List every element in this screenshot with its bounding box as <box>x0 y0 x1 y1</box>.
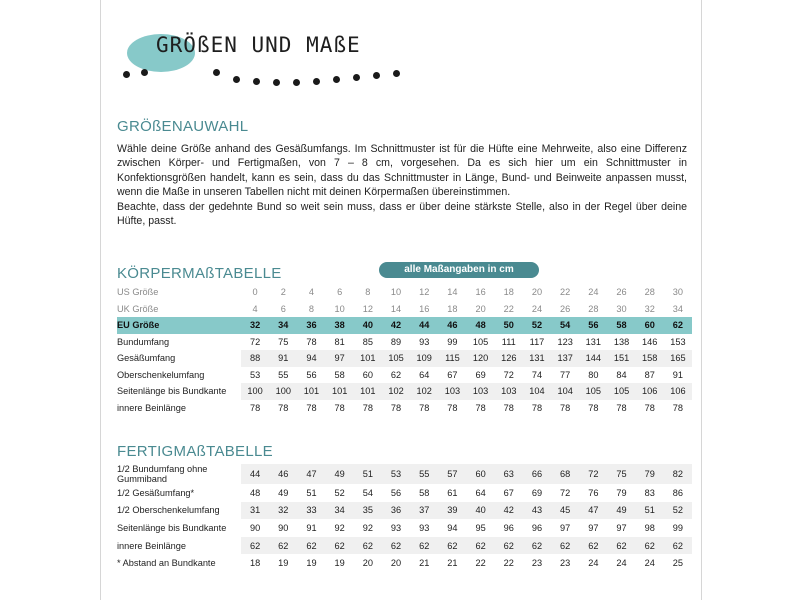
table-cell: 100 <box>269 383 297 400</box>
table-cell: 78 <box>278 402 289 413</box>
table-cell: 24 <box>531 303 543 314</box>
decor-dot <box>141 69 148 76</box>
row-label: Seitenlänge bis Bundkante <box>117 383 241 400</box>
table-cell: 103 <box>495 383 523 400</box>
table-cell: 72 <box>503 369 514 380</box>
decor-dot <box>213 69 220 76</box>
table-cell: 55 <box>410 464 438 484</box>
table-cell: 51 <box>354 464 382 484</box>
table-cell: 14 <box>447 287 458 298</box>
table-cell: 38 <box>326 317 354 334</box>
table-cell: 101 <box>326 383 354 400</box>
table-cell: 52 <box>334 487 345 498</box>
table-cell: 14 <box>390 303 402 314</box>
table-cell: 92 <box>362 522 373 533</box>
table-cell: 97 <box>560 522 571 533</box>
table-cell: 111 <box>501 336 516 347</box>
decor-dot <box>123 71 130 78</box>
table-cell: 137 <box>551 350 579 367</box>
table-cell: 131 <box>523 350 551 367</box>
table-cell: 18 <box>249 558 261 569</box>
table-cell: 22 <box>560 287 571 298</box>
table-cell: 97 <box>588 522 599 533</box>
table-cell: 105 <box>382 350 410 367</box>
row-label: Seitenlänge bis Bundkante <box>117 522 227 533</box>
table-cell: 62 <box>382 537 410 555</box>
decor-dot <box>313 78 320 85</box>
table-cell: 36 <box>382 502 410 520</box>
table-cell: 101 <box>354 350 382 367</box>
table-cell: 93 <box>390 522 402 533</box>
table-cell: 28 <box>644 287 655 298</box>
table-cell: 8 <box>308 303 315 314</box>
table-cell: 19 <box>278 558 289 569</box>
row-label: EU Größe <box>117 317 241 334</box>
table-cell: 78 <box>362 402 373 413</box>
table-cell: 131 <box>585 336 602 347</box>
row-label: Gesäßumfang <box>117 350 241 367</box>
table-cell: 69 <box>475 369 486 380</box>
row-label: innere Beinlänge <box>117 402 186 413</box>
table-cell: 92 <box>334 522 345 533</box>
table-cell: 30 <box>616 303 627 314</box>
table-cell: 83 <box>644 487 655 498</box>
table-cell: 62 <box>664 537 692 555</box>
table-cell: 6 <box>280 303 286 314</box>
table-cell: 89 <box>390 336 402 347</box>
table-cell: 31 <box>241 502 269 520</box>
table-cell: 42 <box>382 317 410 334</box>
table-cell: 62 <box>523 537 551 555</box>
table-cell: 54 <box>551 317 579 334</box>
table-cell: 78 <box>249 402 261 413</box>
table-cell: 105 <box>607 383 635 400</box>
table-cell: 23 <box>531 558 543 569</box>
table-cell: 54 <box>362 487 373 498</box>
table-cell: 68 <box>551 464 579 484</box>
table-cell: 10 <box>390 287 402 298</box>
table-cell: 33 <box>297 502 325 520</box>
table-row <box>117 484 692 502</box>
table-cell: 20 <box>475 303 486 314</box>
table-cell: 78 <box>503 402 514 413</box>
table-cell: 99 <box>672 522 684 533</box>
table-cell: 62 <box>551 537 579 555</box>
table-cell: 78 <box>588 402 599 413</box>
table-row <box>117 502 692 520</box>
table-cell: 18 <box>447 303 458 314</box>
table-cell: 21 <box>419 558 430 569</box>
table-cell: 66 <box>523 464 551 484</box>
table-cell: 39 <box>438 502 466 520</box>
paragraph-1: Wähle deine Größe anhand des Gesäßumfangs. Im Schnittmuster ist für die Hüfte eine Mehrweite, also eine Differenz zwischen Körper- und Fertigmaßen, von 7 – 8 cm, vorgesehen. Da es sich hier um ein Schnittmuster in Konfektionsgrößen handelt, kann es sein, dass du das Schnittmuster in Länge, Bund- und Beinweite anpassen musst, wenn die Maße in unseren Tabellen nicht mit deinen Körpermaßen übereinstimmen. <box>117 143 687 199</box>
table-cell: 4 <box>252 303 258 314</box>
table-cell: 90 <box>249 522 261 533</box>
table-cell: 56 <box>579 317 607 334</box>
table-cell: 23 <box>560 558 571 569</box>
table-cell: 85 <box>362 336 373 347</box>
table-cell: 97 <box>326 350 354 367</box>
table-cell: 32 <box>269 502 297 520</box>
row-label: Bundumfang <box>117 336 170 347</box>
table-cell: 62 <box>269 537 297 555</box>
table-cell: 93 <box>419 522 430 533</box>
table-cell: 69 <box>531 487 543 498</box>
table-row <box>117 317 692 334</box>
table-row <box>117 284 692 301</box>
table-cell: 144 <box>579 350 607 367</box>
table-cell: 117 <box>529 336 545 347</box>
decor-dot <box>333 76 340 83</box>
table-cell: 12 <box>362 303 373 314</box>
units-badge: alle Maßangaben in cm <box>379 262 539 278</box>
table-cell: 95 <box>475 522 486 533</box>
body-measurements-table <box>117 284 692 416</box>
table-cell: 96 <box>503 522 514 533</box>
table-cell: 146 <box>642 336 658 347</box>
table-cell: 62 <box>354 537 382 555</box>
table-cell: 19 <box>306 558 317 569</box>
table-cell: 45 <box>551 502 579 520</box>
table-cell: 87 <box>644 369 655 380</box>
table-cell: 57 <box>438 464 466 484</box>
table-cell: 40 <box>354 317 382 334</box>
table-cell: 102 <box>382 383 410 400</box>
table-cell: 50 <box>495 317 523 334</box>
table-cell: 53 <box>382 464 410 484</box>
table-cell: 24 <box>588 558 599 569</box>
table-cell: 64 <box>475 487 486 498</box>
table-cell: 46 <box>269 464 297 484</box>
table-cell: 62 <box>664 317 692 334</box>
table-cell: 72 <box>249 336 261 347</box>
table-cell: 78 <box>419 402 430 413</box>
table-cell: 93 <box>419 336 430 347</box>
table-cell: 30 <box>672 287 684 298</box>
table-cell: 60 <box>467 464 495 484</box>
table-cell: 78 <box>306 336 317 347</box>
table-cell: 34 <box>326 502 354 520</box>
table-cell: 115 <box>438 350 466 367</box>
table-cell: 32 <box>241 317 269 334</box>
table-cell: 21 <box>447 558 458 569</box>
table-cell: 42 <box>495 502 523 520</box>
decor-dot <box>233 76 240 83</box>
table-cell: 88 <box>241 350 269 367</box>
table-cell: 58 <box>607 317 635 334</box>
row-label: 1/2 Gesäßumfang* <box>117 487 195 498</box>
table-cell: 48 <box>249 487 261 498</box>
table-cell: 151 <box>607 350 635 367</box>
table-cell: 28 <box>588 303 599 314</box>
table-cell: 48 <box>467 317 495 334</box>
table-cell: 74 <box>531 369 543 380</box>
table-cell: 62 <box>438 537 466 555</box>
table-cell: 52 <box>523 317 551 334</box>
table-cell: 25 <box>672 558 684 569</box>
table-row <box>117 554 692 572</box>
section-heading-finished-table: FERTIGMAßTABELLE <box>117 443 273 460</box>
table-cell: 10 <box>334 303 345 314</box>
table-cell: 77 <box>560 369 571 380</box>
row-label: Oberschenkelumfang <box>117 369 205 380</box>
table-cell: 86 <box>672 487 684 498</box>
table-cell: 67 <box>503 487 514 498</box>
page-title: GRÖßEN UND MAßE <box>156 33 361 57</box>
table-cell: 79 <box>636 464 664 484</box>
row-label: UK Größe <box>117 303 159 314</box>
table-cell: 40 <box>467 502 495 520</box>
table-cell: 56 <box>306 369 317 380</box>
table-row <box>117 301 692 318</box>
table-cell: 91 <box>306 522 317 533</box>
table-cell: 34 <box>269 317 297 334</box>
table-cell: 82 <box>664 464 692 484</box>
table-cell: 67 <box>447 369 458 380</box>
table-cell: 72 <box>560 487 571 498</box>
table-cell: 79 <box>616 487 627 498</box>
table-cell: 80 <box>588 369 599 380</box>
table-cell: 51 <box>306 487 317 498</box>
table-cell: 55 <box>278 369 289 380</box>
table-cell: 78 <box>531 402 543 413</box>
table-cell: 120 <box>467 350 495 367</box>
table-cell: 64 <box>419 369 430 380</box>
table-cell: 81 <box>334 336 345 347</box>
table-cell: 20 <box>390 558 402 569</box>
table-cell: 62 <box>326 537 354 555</box>
row-label: 1/2 Oberschenkelumfang <box>117 502 241 520</box>
table-cell: 62 <box>636 537 664 555</box>
table-cell: 58 <box>334 369 345 380</box>
table-cell: 63 <box>495 464 523 484</box>
table-cell: 6 <box>337 287 343 298</box>
table-cell: 62 <box>241 537 269 555</box>
table-cell: 96 <box>531 522 543 533</box>
table-cell: 78 <box>390 402 402 413</box>
table-cell: 18 <box>503 287 514 298</box>
table-cell: 49 <box>607 502 635 520</box>
table-cell: 0 <box>252 287 258 298</box>
table-cell: 26 <box>616 287 627 298</box>
table-cell: 99 <box>447 336 458 347</box>
table-cell: 62 <box>495 537 523 555</box>
table-cell: 123 <box>557 336 573 347</box>
table-cell: 62 <box>297 537 325 555</box>
table-cell: 76 <box>588 487 599 498</box>
table-cell: 53 <box>249 369 261 380</box>
table-row <box>117 367 692 384</box>
table-cell: 126 <box>495 350 523 367</box>
table-cell: 61 <box>447 487 458 498</box>
section-heading-body-table: KÖRPERMAßTABELLE <box>117 265 282 282</box>
table-cell: 165 <box>664 350 692 367</box>
row-label: innere Beinlänge <box>117 537 241 555</box>
table-cell: 104 <box>551 383 579 400</box>
table-cell: 58 <box>419 487 430 498</box>
table-cell: 52 <box>664 502 692 520</box>
table-cell: 100 <box>241 383 269 400</box>
table-cell: 20 <box>531 287 543 298</box>
table-cell: 32 <box>644 303 655 314</box>
table-cell: 103 <box>467 383 495 400</box>
table-cell: 37 <box>410 502 438 520</box>
table-cell: 101 <box>354 383 382 400</box>
table-cell: 60 <box>362 369 373 380</box>
table-cell: 22 <box>503 303 514 314</box>
table-cell: 16 <box>475 287 486 298</box>
decor-dot <box>393 70 400 77</box>
paragraph-2: Beachte, dass der gedehnte Bund so weit sein muss, dass er über deine stärkste Stelle, also in der Regel über deine Hüfte, passt. <box>117 200 687 228</box>
table-cell: 49 <box>326 464 354 484</box>
section-heading-size-selection: GRÖßENAUWAHL <box>117 118 249 135</box>
table-cell: 47 <box>579 502 607 520</box>
table-cell: 4 <box>308 287 315 298</box>
table-cell: 78 <box>334 402 345 413</box>
decor-dot <box>273 79 280 86</box>
table-cell: 104 <box>523 383 551 400</box>
table-cell: 22 <box>475 558 486 569</box>
table-cell: 75 <box>607 464 635 484</box>
table-cell: 101 <box>297 383 325 400</box>
table-cell: 106 <box>636 383 664 400</box>
table-cell: 138 <box>613 336 630 347</box>
row-label: * Abstand an Bundkante <box>117 558 216 569</box>
table-cell: 78 <box>475 402 486 413</box>
table-cell: 12 <box>419 287 430 298</box>
table-cell: 22 <box>503 558 514 569</box>
table-row <box>117 334 692 351</box>
table-cell: 106 <box>664 383 692 400</box>
decor-dot <box>353 74 360 81</box>
table-cell: 34 <box>672 303 684 314</box>
table-cell: 62 <box>390 369 402 380</box>
table-row <box>117 400 692 417</box>
table-cell: 84 <box>616 369 627 380</box>
table-row <box>117 464 692 484</box>
document-page <box>100 0 702 600</box>
table-cell: 2 <box>280 287 286 298</box>
table-cell: 49 <box>278 487 289 498</box>
table-cell: 36 <box>297 317 325 334</box>
table-cell: 20 <box>362 558 373 569</box>
table-cell: 26 <box>560 303 571 314</box>
table-cell: 153 <box>670 336 686 347</box>
table-row <box>117 350 692 367</box>
table-cell: 62 <box>467 537 495 555</box>
table-cell: 91 <box>672 369 684 380</box>
table-cell: 158 <box>636 350 664 367</box>
table-cell: 8 <box>365 287 371 298</box>
table-cell: 105 <box>472 336 489 347</box>
decor-dot <box>253 78 260 85</box>
finished-measurements-table <box>117 464 692 572</box>
table-cell: 78 <box>560 402 571 413</box>
table-row <box>117 383 692 400</box>
table-cell: 78 <box>306 402 317 413</box>
table-cell: 91 <box>269 350 297 367</box>
table-cell: 24 <box>616 558 627 569</box>
table-row <box>117 537 692 555</box>
table-cell: 44 <box>241 464 269 484</box>
table-cell: 44 <box>410 317 438 334</box>
table-cell: 62 <box>410 537 438 555</box>
table-cell: 72 <box>579 464 607 484</box>
table-cell: 19 <box>334 558 345 569</box>
table-cell: 98 <box>644 522 655 533</box>
table-cell: 24 <box>644 558 655 569</box>
table-cell: 78 <box>616 402 627 413</box>
table-cell: 90 <box>278 522 289 533</box>
decor-dot <box>293 79 300 86</box>
table-cell: 62 <box>607 537 635 555</box>
table-cell: 78 <box>644 402 655 413</box>
table-cell: 97 <box>616 522 627 533</box>
table-cell: 78 <box>447 402 458 413</box>
intro-paragraph <box>117 142 687 228</box>
table-cell: 16 <box>419 303 430 314</box>
table-cell: 47 <box>297 464 325 484</box>
table-cell: 51 <box>636 502 664 520</box>
table-cell: 102 <box>410 383 438 400</box>
row-label: 1/2 Bundumfang ohne Gummiband <box>117 464 241 484</box>
table-row <box>117 519 692 537</box>
table-cell: 56 <box>390 487 402 498</box>
table-cell: 94 <box>447 522 458 533</box>
row-label: US Größe <box>117 287 159 298</box>
table-cell: 46 <box>438 317 466 334</box>
table-cell: 24 <box>588 287 599 298</box>
table-cell: 75 <box>278 336 289 347</box>
table-cell: 60 <box>636 317 664 334</box>
table-cell: 62 <box>579 537 607 555</box>
decor-dot <box>373 72 380 79</box>
table-cell: 103 <box>438 383 466 400</box>
table-cell: 105 <box>579 383 607 400</box>
table-cell: 35 <box>354 502 382 520</box>
table-cell: 109 <box>410 350 438 367</box>
table-cell: 43 <box>523 502 551 520</box>
table-cell: 94 <box>297 350 325 367</box>
table-cell: 78 <box>672 402 684 413</box>
